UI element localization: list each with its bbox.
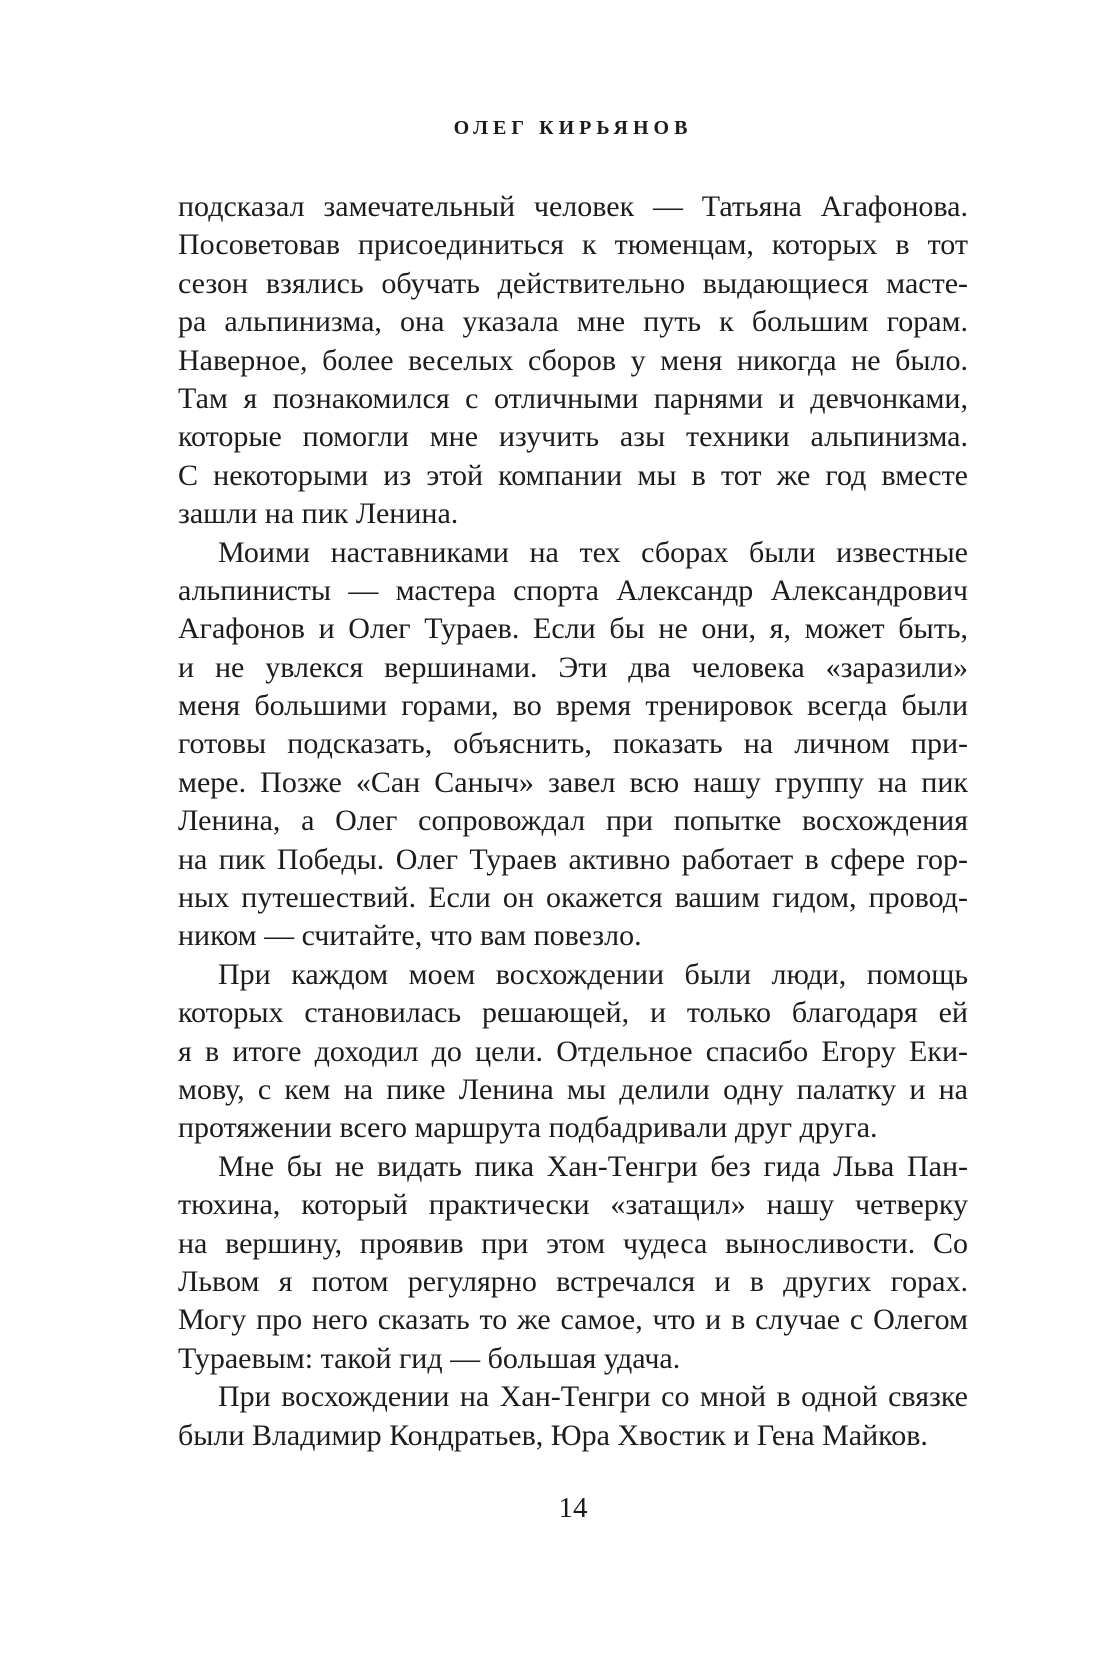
text-line: готовы подсказать, объяснить, показать на личном при-	[178, 727, 968, 761]
text-line: сезон взялись обучать действительно выдающиеся масте-	[178, 266, 968, 300]
text-line: зашли на пик Ленина.	[178, 497, 459, 531]
text-line: подсказал замечательный человек — Татьяна Агафонова.	[178, 190, 968, 223]
text-line: и не увлекся вершинами. Эти два человека «заразили»	[178, 650, 968, 684]
text-line: мову, с кем на пике Ленина мы делили одну палатку и на	[178, 1072, 968, 1106]
text-line: протяжении всего маршрута подбадривали друг друга.	[178, 1111, 878, 1145]
text-line: альпинисты — мастера спорта Александр Александрович	[178, 573, 968, 607]
text-line: которые помогли мне изучить азы техники альпинизма.	[178, 420, 968, 454]
text-line: на пик Победы. Олег Тураев активно работает в сфере гор-	[178, 842, 968, 876]
text-line: меня большими горами, во время тренировок всегда были	[178, 689, 968, 723]
text-line: ра альпинизма, она указала мне путь к большим горам.	[178, 305, 968, 339]
text-line: Моими наставниками на тех сборах были известные	[218, 535, 968, 569]
text-line: Мне бы не видать пика Хан-Тенгри без гида Льва Пан-	[218, 1149, 968, 1183]
text-line: Агафонов и Олег Тураев. Если бы не они, я, может быть,	[178, 612, 968, 646]
text-line: С некоторыми из этой компании мы в тот же год вместе	[178, 458, 968, 492]
body-text	[178, 188, 968, 1455]
text-line: на вершину, проявив при этом чудеса выносливости. Со	[178, 1226, 968, 1260]
text-line: ных путешествий. Если он окажется вашим гидом, провод-	[178, 881, 968, 915]
text-line: мере. Позже «Сан Саныч» завел всю нашу группу на пик	[178, 765, 968, 799]
text-line: Наверное, более веселых сборов у меня никогда не было.	[178, 343, 968, 377]
text-line: Могу про него сказать то же самое, что и в случае с Олегом	[178, 1303, 968, 1337]
text-line: Львом я потом регулярно встречался и в других горах.	[178, 1264, 968, 1298]
text-line: которых становилась решающей, и только благодаря ей	[178, 996, 968, 1030]
text-line: Посоветовав присоединиться к тюменцам, которых в тот	[178, 228, 968, 262]
text-line: тюхина, который практически «затащил» нашу четверку	[178, 1188, 968, 1222]
text-line: При каждом моем восхождении были люди, помощь	[218, 957, 968, 991]
text-line: Там я познакомился с отличными парнями и девчонками,	[178, 381, 968, 415]
running-header: ОЛЕГ КИРЬЯНОВ	[453, 117, 693, 139]
text-line: я в итоге доходил до цели. Отдельное спасибо Егору Еки-	[178, 1034, 968, 1068]
text-line: были Владимир Кондратьев, Юра Хвостик и Гена Майков.	[178, 1418, 928, 1452]
text-line: При восхождении на Хан-Тенгри со мной в одной связке	[218, 1380, 968, 1414]
text-line: ником — считайте, что вам повезло.	[178, 919, 642, 953]
page-number: 14	[558, 1492, 588, 1524]
text-line: Тураевым: такой гид — большая удача.	[178, 1341, 681, 1375]
text-line: Ленина, а Олег сопровождал при попытке восхождения	[178, 804, 968, 838]
